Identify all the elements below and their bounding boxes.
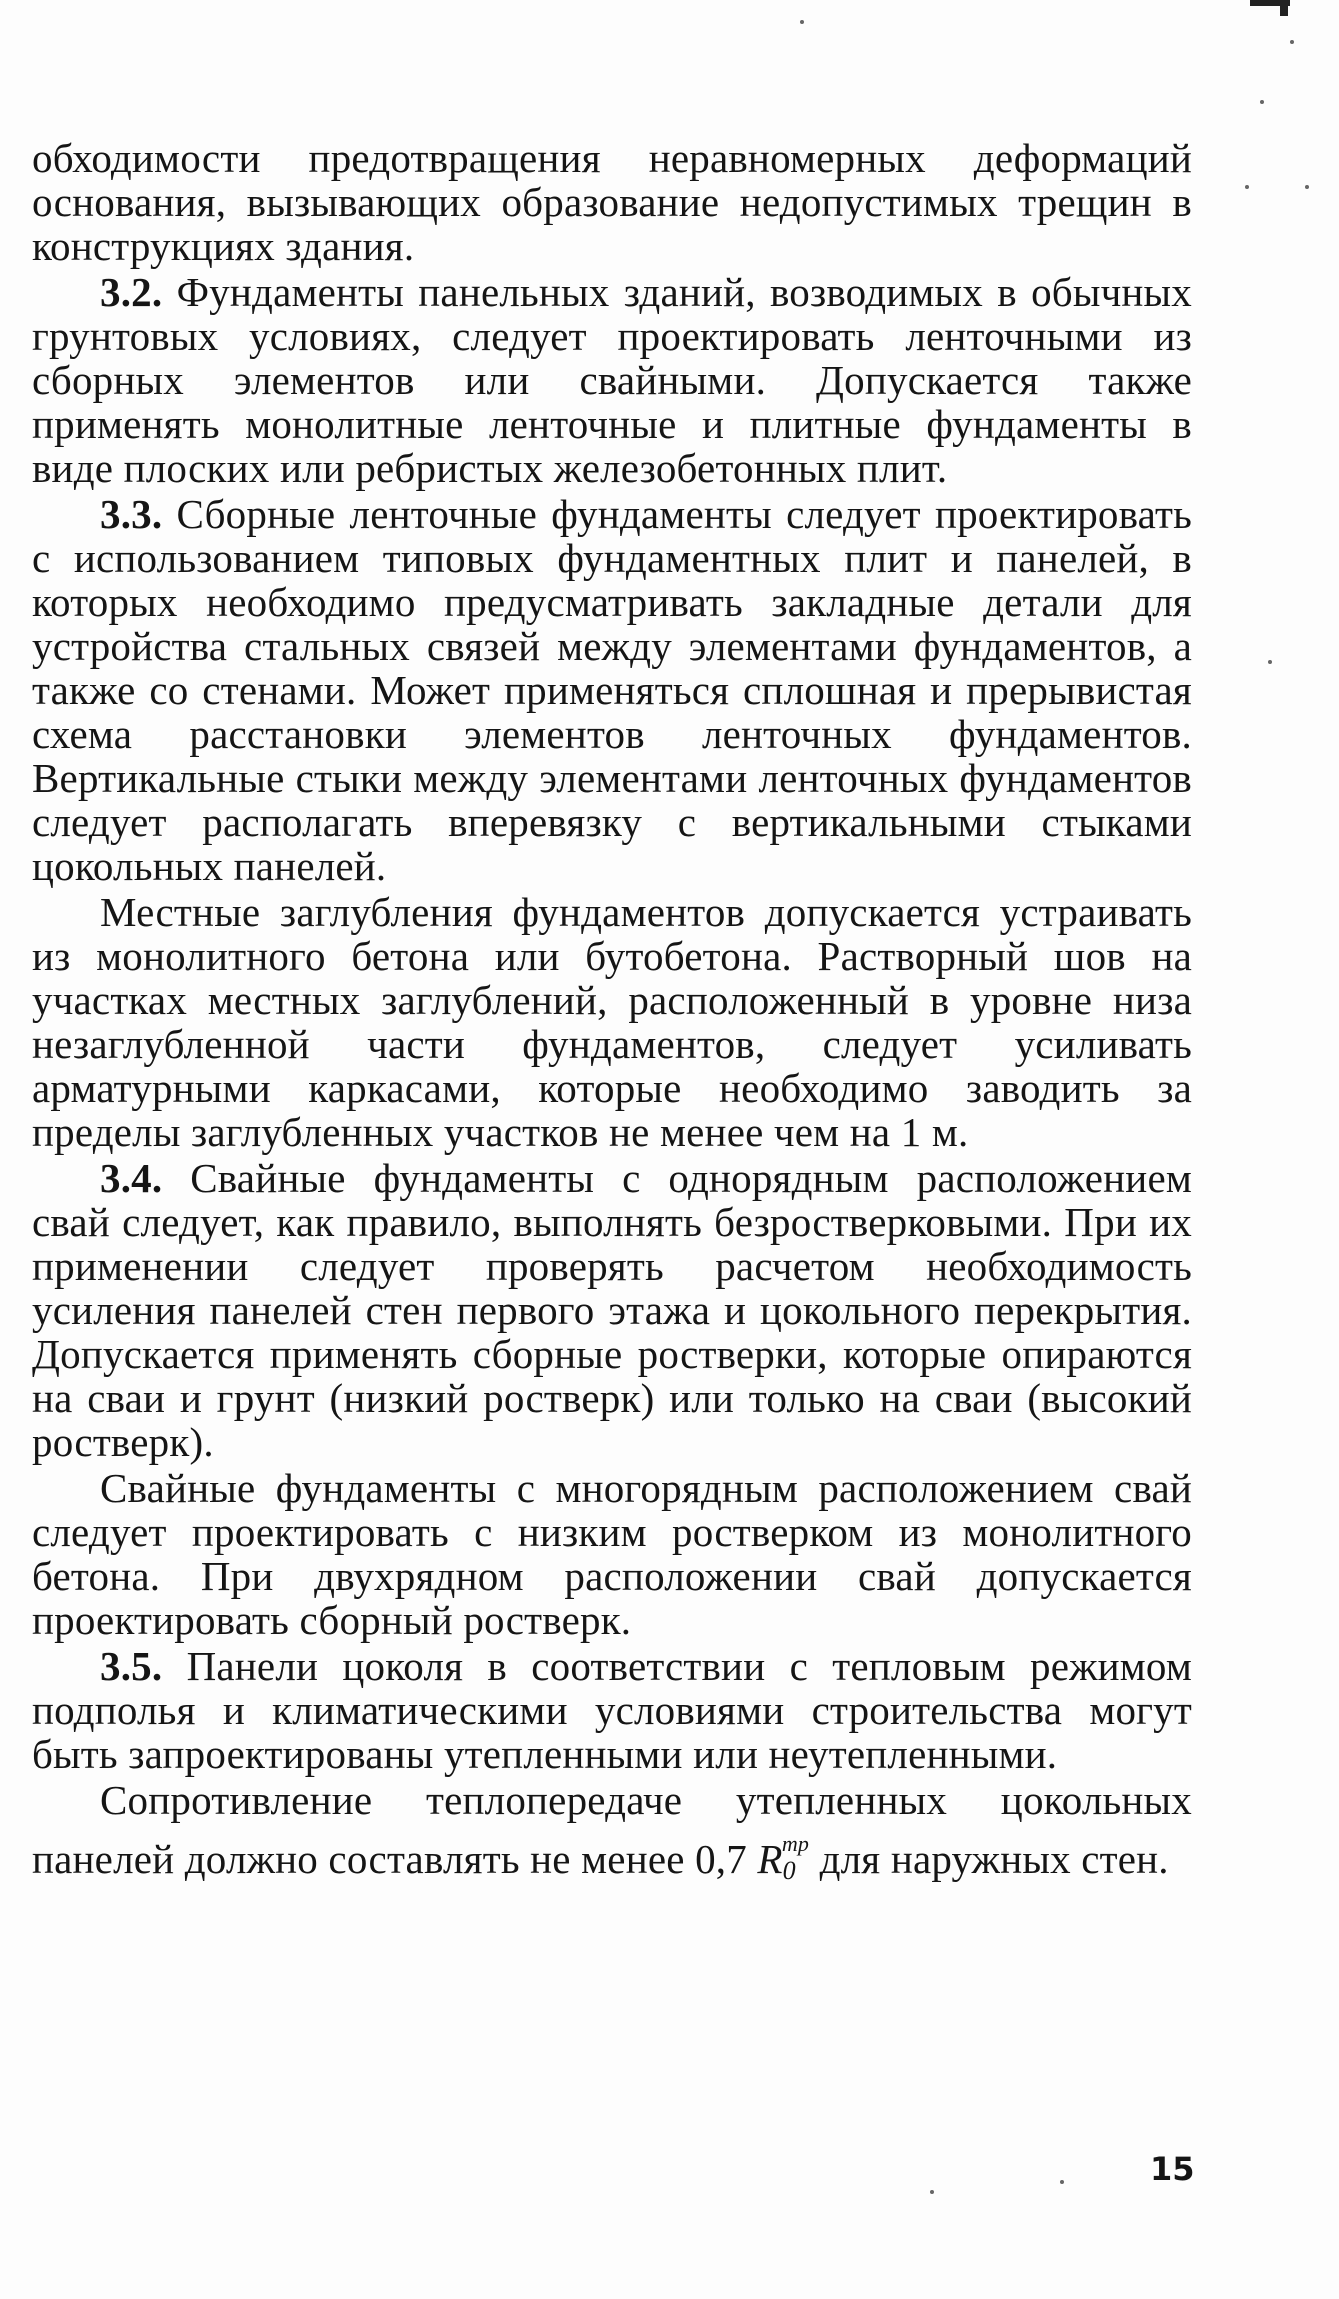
paragraph-3-5 bbox=[32, 1644, 1192, 1776]
scan-speck bbox=[1268, 660, 1272, 664]
scan-speck bbox=[1060, 2180, 1064, 2184]
paragraph-text: обходимости предотвращения неравномерных деформаций основания, вызывающих образование недопустимых трещин в конструкциях здания. bbox=[32, 135, 1192, 269]
paragraph-3-4 bbox=[32, 1156, 1192, 1464]
paragraph-text: Сопротивление теплопередаче утепленных цокольных панелей должно составлять не менее 0,7 bbox=[32, 1777, 1192, 1882]
scan-speck bbox=[1290, 40, 1294, 44]
clause-number: 3.5. bbox=[100, 1643, 163, 1689]
paragraph-multirow-piles bbox=[32, 1466, 1192, 1642]
clause-number: 3.4. bbox=[100, 1155, 163, 1201]
formula-subscript: 0 bbox=[782, 1856, 796, 1885]
paragraph-continuation bbox=[32, 136, 1192, 268]
formula-r0 bbox=[757, 1831, 810, 1885]
formula-symbol: R bbox=[757, 1836, 783, 1882]
scan-speck bbox=[1305, 185, 1309, 189]
paragraph-3-2 bbox=[32, 270, 1192, 490]
paragraph-text: Панели цоколя в соответствии с тепловым режимом подполья и климатическими условиями строительства могут быть запроектированы утепленными или неутепленными. bbox=[32, 1643, 1192, 1777]
paragraph-text: Свайные фундаменты с однорядным расположением свай следует, как правило, выполнять безростверковыми. При их применении следует проверять расчетом необходимость усиления панелей стен первого этажа и цокольного перекрытия. Допускается применять сборные ростверки, которые опираются на сваи и грунт (низкий ростверк) или только на сваи (высокий ростверк). bbox=[32, 1155, 1192, 1465]
page-number: 15 bbox=[1150, 2150, 1195, 2188]
scan-speck bbox=[1260, 100, 1264, 104]
scan-speck bbox=[1245, 185, 1249, 189]
paragraph-3-3 bbox=[32, 492, 1192, 888]
scan-artifact bbox=[1280, 6, 1288, 16]
clause-number: 3.3. bbox=[100, 491, 163, 537]
paragraph-local-deepening bbox=[32, 890, 1192, 1154]
clause-number: 3.2. bbox=[100, 269, 163, 315]
paragraph-heat-resistance bbox=[32, 1778, 1192, 1893]
scan-speck bbox=[930, 2190, 934, 2194]
formula-superscript: тр bbox=[781, 1831, 810, 1856]
paragraph-text: Фундаменты панельных зданий, возводимых в обычных грунтовых условиях, следует проектировать ленточными из сборных элементов или свайными. Допускается также применять монолитные ленточные и плитные фундаменты в виде плоских или ребристых железобетонных плит. bbox=[32, 269, 1192, 491]
paragraph-text: Местные заглубления фундаментов допускается устраивать из монолитного бетона или бутобетона. Растворный шов на участках местных заглублений, расположенный в уровне низа незаглубленной части фундаментов, следует усиливать арматурными каркасами, которые необходимо заводить за пределы заглубленных участков не менее чем на 1 м. bbox=[32, 889, 1192, 1155]
body-text bbox=[32, 136, 1192, 1895]
paragraph-text: Свайные фундаменты с многорядным расположением свай следует проектировать с низким ростверком из монолитного бетона. При двухрядном расположении свай допускается проектировать сборный ростверк. bbox=[32, 1465, 1192, 1643]
paragraph-text: Сборные ленточные фундаменты следует проектировать с использованием типовых фундаментных плит и панелей, в которых необходимо предусматривать закладные детали для устройства стальных связей между элементами фундаментов, а также со стенами. Может применяться сплошная и прерывистая схема расстановки элементов ленточных фундаментов. Вертикальные стыки между элементами ленточных фундаментов следует располагать вперевязку с вертикальными стыками цокольных панелей. bbox=[32, 491, 1192, 889]
paragraph-text: для наружных стен. bbox=[809, 1836, 1169, 1882]
scan-speck bbox=[800, 20, 804, 24]
